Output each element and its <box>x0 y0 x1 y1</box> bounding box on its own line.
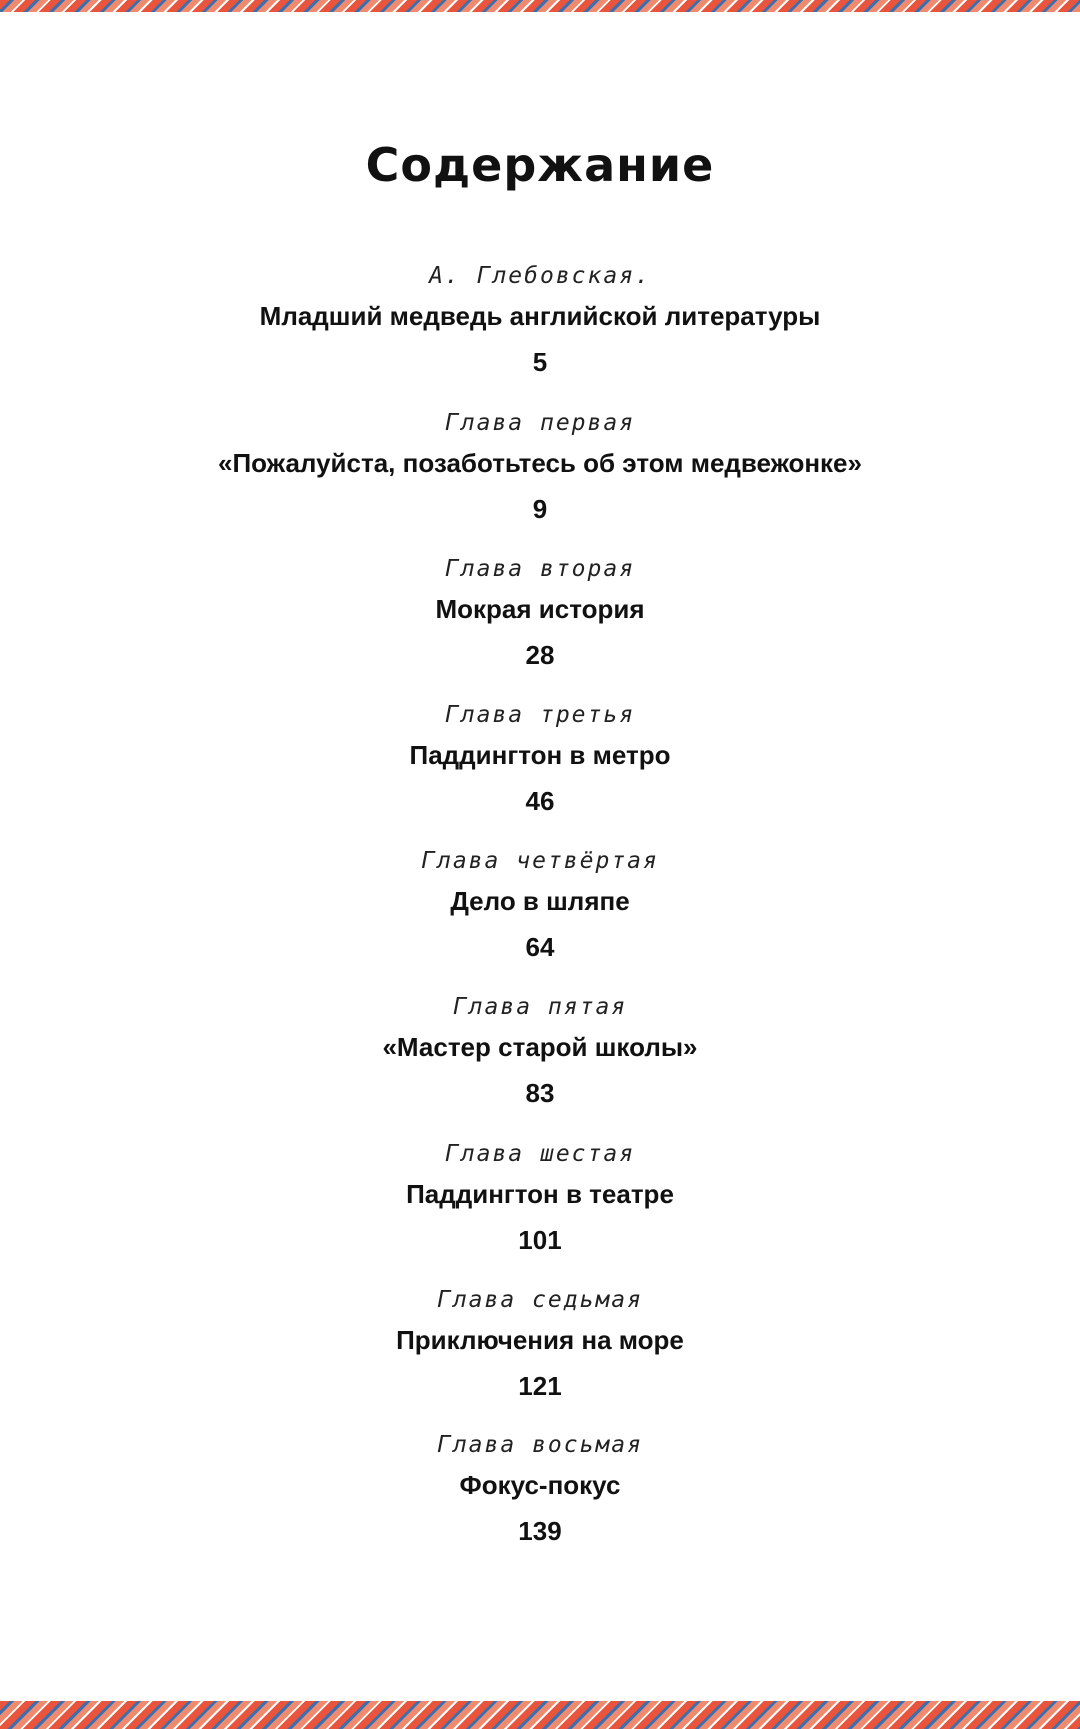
entry-title: Фокус-покус <box>459 1470 621 1500</box>
entry-page-number: 121 <box>518 1371 562 1401</box>
entry-title: Паддингтон в метро <box>409 740 671 770</box>
toc-entry-chapter-5[interactable] <box>0 987 1080 1119</box>
toc-entry-chapter-3[interactable] <box>0 695 1080 827</box>
entry-label: Глава вторая <box>444 556 636 582</box>
entry-title: «Мастер старой школы» <box>382 1032 698 1062</box>
toc-entry-chapter-6[interactable] <box>0 1134 1080 1266</box>
toc-entry-chapter-7[interactable] <box>0 1280 1080 1412</box>
entry-page-number: 5 <box>532 347 548 377</box>
bottom-border-decoration <box>0 1701 1080 1729</box>
toc-entry-chapter-1[interactable] <box>0 403 1080 535</box>
toc-entry-chapter-2[interactable] <box>0 549 1080 681</box>
entry-label: Глава четвёртая <box>421 848 659 874</box>
entry-page-number: 139 <box>518 1516 562 1546</box>
entry-label: Глава пятая <box>452 994 628 1020</box>
toc-entry-foreword[interactable] <box>0 256 1080 388</box>
entry-title: Приключения на море <box>396 1325 684 1355</box>
entry-title: «Пожалуйста, позаботьтесь об этом медвежонке» <box>218 448 862 478</box>
entry-page-number: 9 <box>532 494 548 524</box>
entry-label: А. Глебовская. <box>429 263 651 289</box>
top-border-decoration <box>0 0 1080 12</box>
entry-page-number: 64 <box>525 932 555 962</box>
entry-title: Младший медведь английской литературы <box>259 301 821 331</box>
toc-entry-chapter-8[interactable] <box>0 1425 1080 1557</box>
entry-title: Дело в шляпе <box>450 886 630 916</box>
entry-title: Паддингтон в театре <box>406 1179 674 1209</box>
entry-label: Глава третья <box>444 702 636 728</box>
page-title: Содержание <box>365 138 715 192</box>
entry-page-number: 83 <box>525 1078 555 1108</box>
entry-title: Мокрая история <box>435 594 645 624</box>
entry-page-number: 46 <box>525 786 555 816</box>
entry-label: Глава восьмая <box>436 1432 643 1458</box>
entry-label: Глава седьмая <box>436 1287 643 1313</box>
entry-label: Глава первая <box>444 410 636 436</box>
entry-page-number: 28 <box>525 640 555 670</box>
toc-entry-chapter-4[interactable] <box>0 841 1080 973</box>
entry-page-number: 101 <box>518 1225 562 1255</box>
entry-label: Глава шестая <box>444 1141 636 1167</box>
